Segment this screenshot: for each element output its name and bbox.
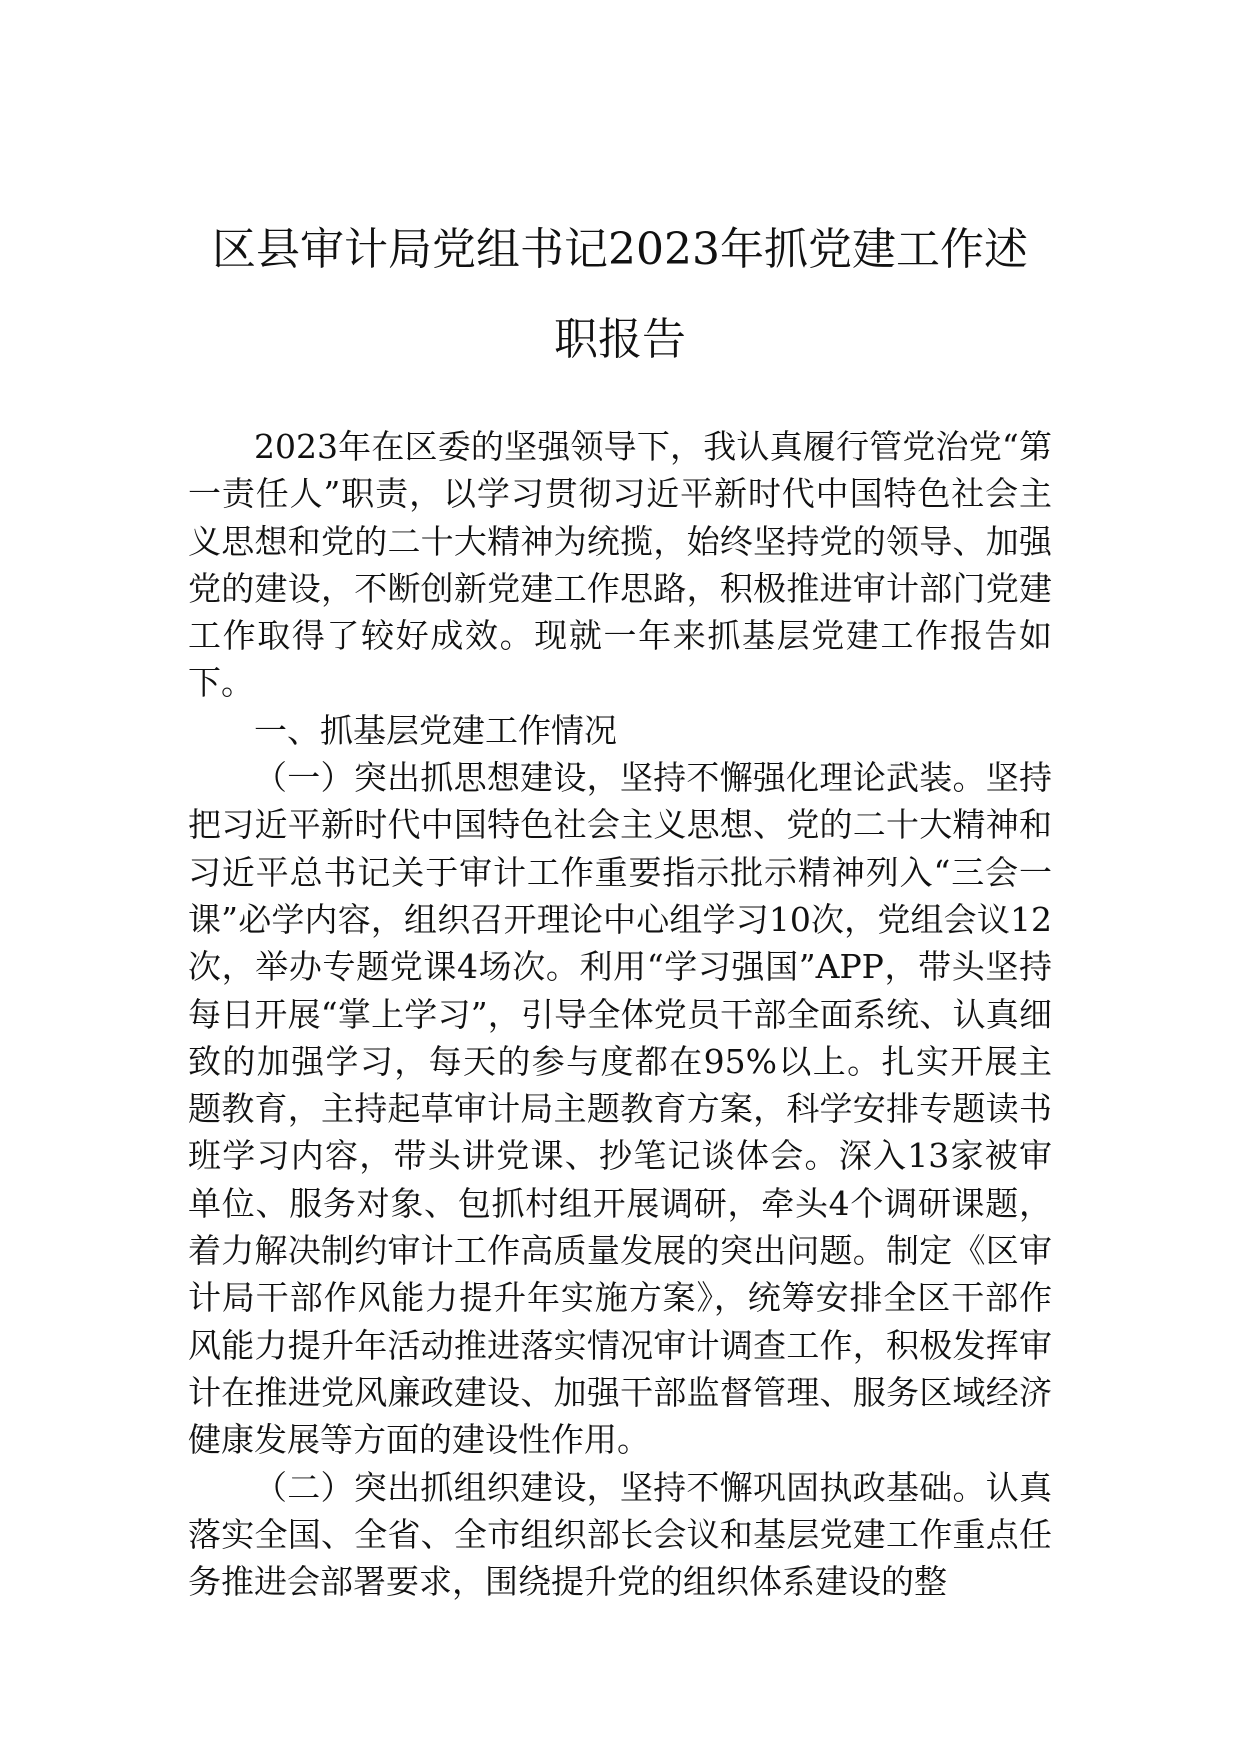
document-body bbox=[188, 423, 1052, 1605]
document-title-line-1: 区县审计局党组书记2023年抓党建工作述 bbox=[212, 224, 1028, 275]
subsection-paragraph-1: （一）突出抓思想建设，坚持不懈强化理论武装。坚持把习近平新时代中国特色社会主义思想、党的二十大精神和习近平总书记关于审计工作重要指示批示精神列入“三会一课”必学内容，组织召开理论中心组学习10次，党组会议12次，举办专题党课4场次。利用“学习强国”APP，带头坚持每日开展“掌上学习”，引导全体党员干部全面系统、认真细致的加强学习，每天的参与度都在95%以上。扎实开展主题教育，主持起草审计局主题教育方案，科学安排专题读书班学习内容，带头讲党课、抄笔记谈体会。深入13家被审单位、服务对象、包抓村组开展调研，牵头4个调研课题，着力解决制约审计工作高质量发展的突出问题。制定《区审计局干部作风能力提升年实施方案》，统筹安排全区干部作风能力提升年活动推进落实情况审计调查工作，积极发挥审计在推进党风廉政建设、加强干部监督管理、服务区域经济健康发展等方面的建设性作用。 bbox=[188, 758, 1052, 1460]
section-heading-1: 一、抓基层党建工作情况 bbox=[254, 710, 617, 750]
subsection-paragraph-2: （二）突出抓组织建设，坚持不懈巩固执政基础。认真落实全国、全省、全市组织部长会议和基层党建工作重点任务推进会部署要求，围绕提升党的组织体系建设的整 bbox=[188, 1467, 1052, 1602]
document-title-line-2: 职报告 bbox=[554, 314, 686, 365]
intro-paragraph: 2023年在区委的坚强领导下，我认真履行管党治党“第一责任人”职责，以学习贯彻习近平新时代中国特色社会主义思想和党的二十大精神为统揽，始终坚持党的领导、加强党的建设，不断创新党建工作思路，积极推进审计部门党建工作取得了较好成效。现就一年来抓基层党建工作报告如下。 bbox=[188, 427, 1052, 703]
